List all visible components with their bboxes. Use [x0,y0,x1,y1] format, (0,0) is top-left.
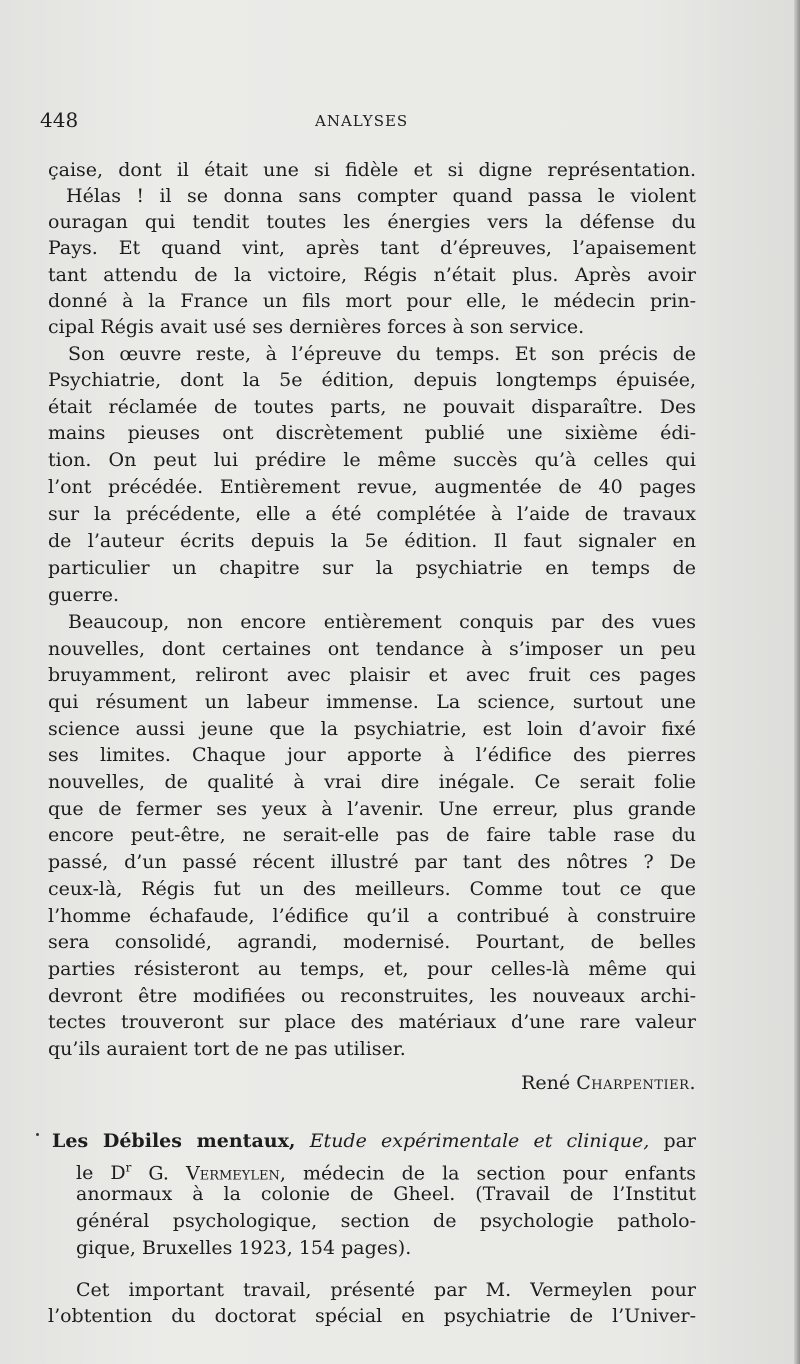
text-line: l’homme échafaude, l’édifice qu’il a contribué à construire [48,905,696,927]
text-line: ses limites. Chaque jour apporte à l’édifice des pierres [48,744,696,766]
text-line: çaise, dont il était une si fidèle et si digne représentation. [48,159,696,181]
text-line: tant attendu de la victoire, Régis n’était plus. Après avoir [48,264,696,286]
review-heading-line: général psychologique, section de psychologie patholo- [76,1210,696,1232]
signature [300,1070,696,1096]
text-line: ceux-là, Régis fut un des meilleurs. Comme tout ce que [48,878,696,900]
text-line: Hélas ! il se donna sans compter quand passa le violent [66,185,696,207]
review-book-title: Les Débiles mentaux, [52,1130,296,1152]
text-line: tion. On peut lui prédire le même succès qu’à celles qui [48,449,696,471]
text-line [48,367,696,393]
text-line: de l’auteur écrits depuis la 5e édition. Il faut signaler en [48,530,696,552]
print-speck [36,1133,39,1136]
review-heading-line: gique, Bruxelles 1923, 154 pages). [76,1237,412,1259]
text-line: cipal Régis avait usé ses dernières forces à son service. [48,316,585,338]
text-line: tectes trouveront sur place des matériaux d’une rare valeur [48,1011,696,1033]
text-line: mains pieuses ont discrètement publié une sixième édi- [48,422,696,444]
text-line: donné à la France un fils mort pour elle, le médecin prin- [48,290,696,312]
text-line: Beaucoup, non encore entièrement conquis par des vues [68,611,696,633]
doctor-abbrev-superscript: r [125,1161,132,1175]
running-title: ANALYSES [315,112,409,130]
review-book-subtitle: Etude expérimentale et clinique, [309,1130,650,1152]
signature-last-name: Charpentier. [576,1072,696,1094]
review-author-name: G. Vermeylen, [148,1162,286,1185]
text-line: était réclamée de toutes parts, ne pouvait disparaître. Des [48,396,696,418]
text-line: sur la précédente, elle a été complétée à l’aide de travaux [48,503,696,525]
text-line: nouvelles, de qualité à vrai dire inégale. Ce serait folie [48,771,696,793]
text-line: Son œuvre reste, à l’épreuve du temps. Et son précis de [68,343,696,365]
text-line: passé, d’un passé récent illustré par tant des nôtres ? De [48,851,696,873]
text-line: guerre. [48,584,120,606]
review-heading-line [52,1128,696,1154]
review-by: par [663,1130,697,1152]
text-line: ouragan qui tendit toutes les énergies vers la défense du [48,211,696,233]
text-line: encore peut-être, ne serait-elle pas de faire table rase du [48,824,696,846]
text-line: sera consolidé, agrandi, modernisé. Pourtant, de belles [48,931,696,953]
text-line: science aussi jeune que la psychiatrie, est loin d’avoir fixé [48,718,696,740]
text-line: qu’ils auraient tort de ne pas utiliser. [48,1038,406,1060]
review-heading-line: anormaux à la colonie de Gheel. (Travail de l’Institut [76,1183,696,1205]
text-line: bruyamment, reliront avec plaisir et avec fruit ces pages [48,664,696,686]
text-line: qui résument un labeur immense. La science, surtout une [48,691,696,713]
text-line: que de fermer ses yeux à l’avenir. Une erreur, plus grande [48,798,696,820]
text-line: devront être modifiées ou reconstruites, les nouveaux archi- [48,985,696,1007]
text-line: nouvelles, dont certaines ont tendance à s’imposer un peu [48,638,696,660]
text-line: l’ont précédée. Entièrement revue, augmentée de 40 pages [48,476,696,498]
running-head [40,108,700,138]
text-line: parties résisteront au temps, et, pour celles-là même qui [48,958,696,980]
page-number: 448 [40,108,79,132]
book-spine-edge [794,0,800,1364]
text-line: particulier un chapitre sur la psychiatrie en temps de [48,557,696,579]
text-line: l’obtention du doctorat spécial en psychiatrie de l’Univer- [48,1305,696,1327]
doctor-abbrev: le D [76,1162,126,1185]
text-fragment: Psychiatrie, dont la 5e édition, depuis longtemps épuisée, [48,369,696,391]
text-line: Cet important travail, présenté par M. Vermeylen pour [76,1279,696,1301]
signature-first-name: René [521,1072,571,1094]
review-author-role: médecin de la section pour enfants [302,1162,697,1185]
text-line: Pays. Et quand vint, après tant d’épreuves, l’apaisement [48,237,696,259]
